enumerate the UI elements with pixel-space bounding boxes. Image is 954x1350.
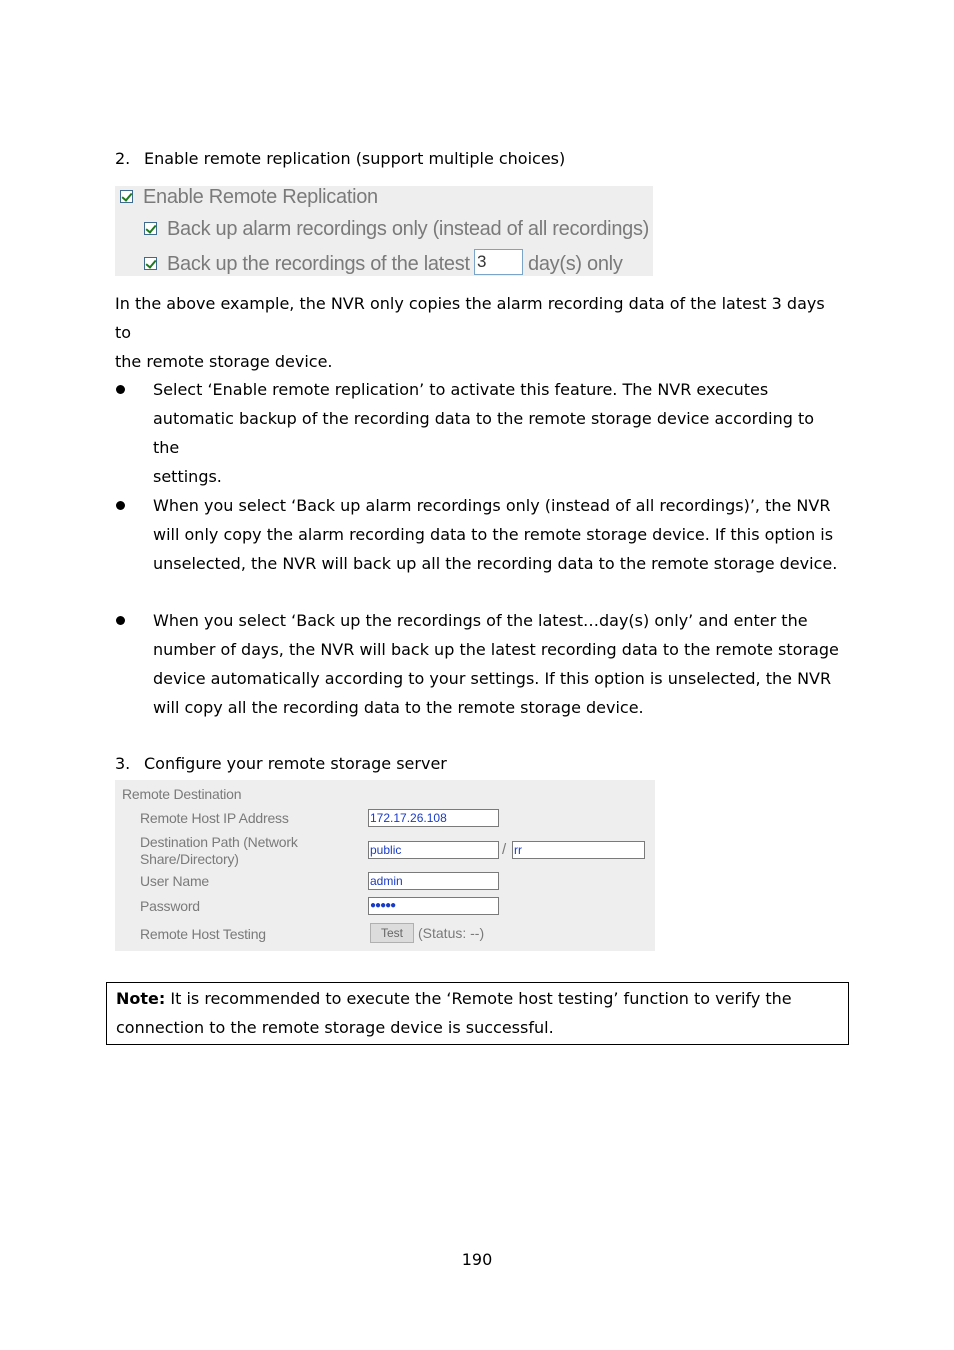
- remote-host-testing-label: Remote Host Testing: [140, 926, 266, 942]
- user-name-label: User Name: [140, 873, 209, 889]
- page-number: 190: [461, 1250, 493, 1269]
- bullet-line: unselected, the NVR will back up all the recording data to the remote storage device.: [153, 554, 838, 573]
- remote-destination-panel: [115, 780, 655, 951]
- remote-replication-panel: [115, 186, 653, 276]
- latest-days-checkbox[interactable]: [144, 257, 157, 270]
- days-input[interactable]: 3: [474, 249, 523, 275]
- remote-destination-title: Remote Destination: [122, 786, 242, 802]
- note-text-line-1: It is recommended to execute the ‘Remote host testing’ function to verify the: [165, 989, 792, 1008]
- enable-remote-replication-label: Enable Remote Replication: [143, 186, 378, 208]
- alarm-recordings-only-checkbox[interactable]: [144, 222, 157, 235]
- password-input[interactable]: ●●●●●: [368, 897, 499, 915]
- bullet-line: When you select ‘Back up alarm recordings only (instead of all recordings)’, the NVR: [153, 496, 831, 515]
- share-input[interactable]: public: [368, 841, 499, 859]
- step-number: 3.: [115, 754, 131, 773]
- path-separator: /: [502, 841, 507, 858]
- bullet-line: device automatically according to your settings. If this option is unselected, the NVR: [153, 669, 832, 688]
- step-2-heading: [115, 149, 565, 169]
- destination-path-label-line-2: Share/Directory): [140, 851, 239, 867]
- destination-path-label: [140, 834, 298, 868]
- step-3-heading: [115, 754, 447, 774]
- bullet-line: automatic backup of the recording data to the remote storage device according to the: [153, 409, 815, 457]
- note-box: [106, 982, 849, 1045]
- bullet-line: number of days, the NVR will back up the latest recording data to the remote storage: [153, 640, 839, 659]
- remote-host-ip-label: Remote Host IP Address: [140, 810, 289, 826]
- destination-path-label-line-1: Destination Path (Network: [140, 834, 298, 850]
- bullet-enable-replication: [115, 375, 845, 491]
- days-suffix-label: day(s) only: [528, 253, 623, 275]
- note-line-1: [116, 984, 836, 1013]
- remote-host-ip-input[interactable]: 172.17.26.108: [368, 809, 499, 827]
- enable-remote-replication-checkbox[interactable]: [120, 190, 133, 203]
- step-text: Configure your remote storage server: [144, 754, 447, 773]
- example-line-1: In the above example, the NVR only copies the alarm recording data of the latest 3 days to: [115, 294, 825, 342]
- example-line-2: the remote storage device.: [115, 352, 333, 371]
- step-text: Enable remote replication (support multiple choices): [144, 149, 566, 168]
- latest-days-label: Back up the recordings of the latest: [167, 253, 470, 275]
- password-label: Password: [140, 898, 200, 914]
- bullet-line: When you select ‘Back up the recordings of the latest…day(s) only’ and enter the: [153, 611, 808, 630]
- bullet-alarm-only: [115, 491, 845, 578]
- note-label: Note:: [116, 989, 166, 1008]
- bullet-line: settings.: [153, 467, 222, 486]
- bullet-line: will copy all the recording data to the remote storage device.: [153, 698, 644, 717]
- bullet-latest-days: [115, 606, 845, 722]
- bullet-line: Select ‘Enable remote replication’ to activate this feature. The NVR executes: [153, 380, 769, 399]
- test-status-text: (Status: --): [418, 925, 485, 941]
- bullet-dot: [116, 616, 125, 625]
- user-name-input[interactable]: admin: [368, 872, 499, 890]
- alarm-recordings-only-label: Back up alarm recordings only (instead of all recordings): [167, 218, 650, 240]
- test-button[interactable]: Test: [370, 923, 414, 943]
- bullet-dot: [116, 501, 125, 510]
- example-paragraph: [115, 289, 845, 376]
- bullet-dot: [116, 385, 125, 394]
- directory-input[interactable]: rr: [512, 841, 645, 859]
- bullet-line: will only copy the alarm recording data to the remote storage device. If this option is: [153, 525, 834, 544]
- note-text-line-2: connection to the remote storage device is successful.: [116, 1018, 554, 1037]
- step-number: 2.: [115, 149, 131, 168]
